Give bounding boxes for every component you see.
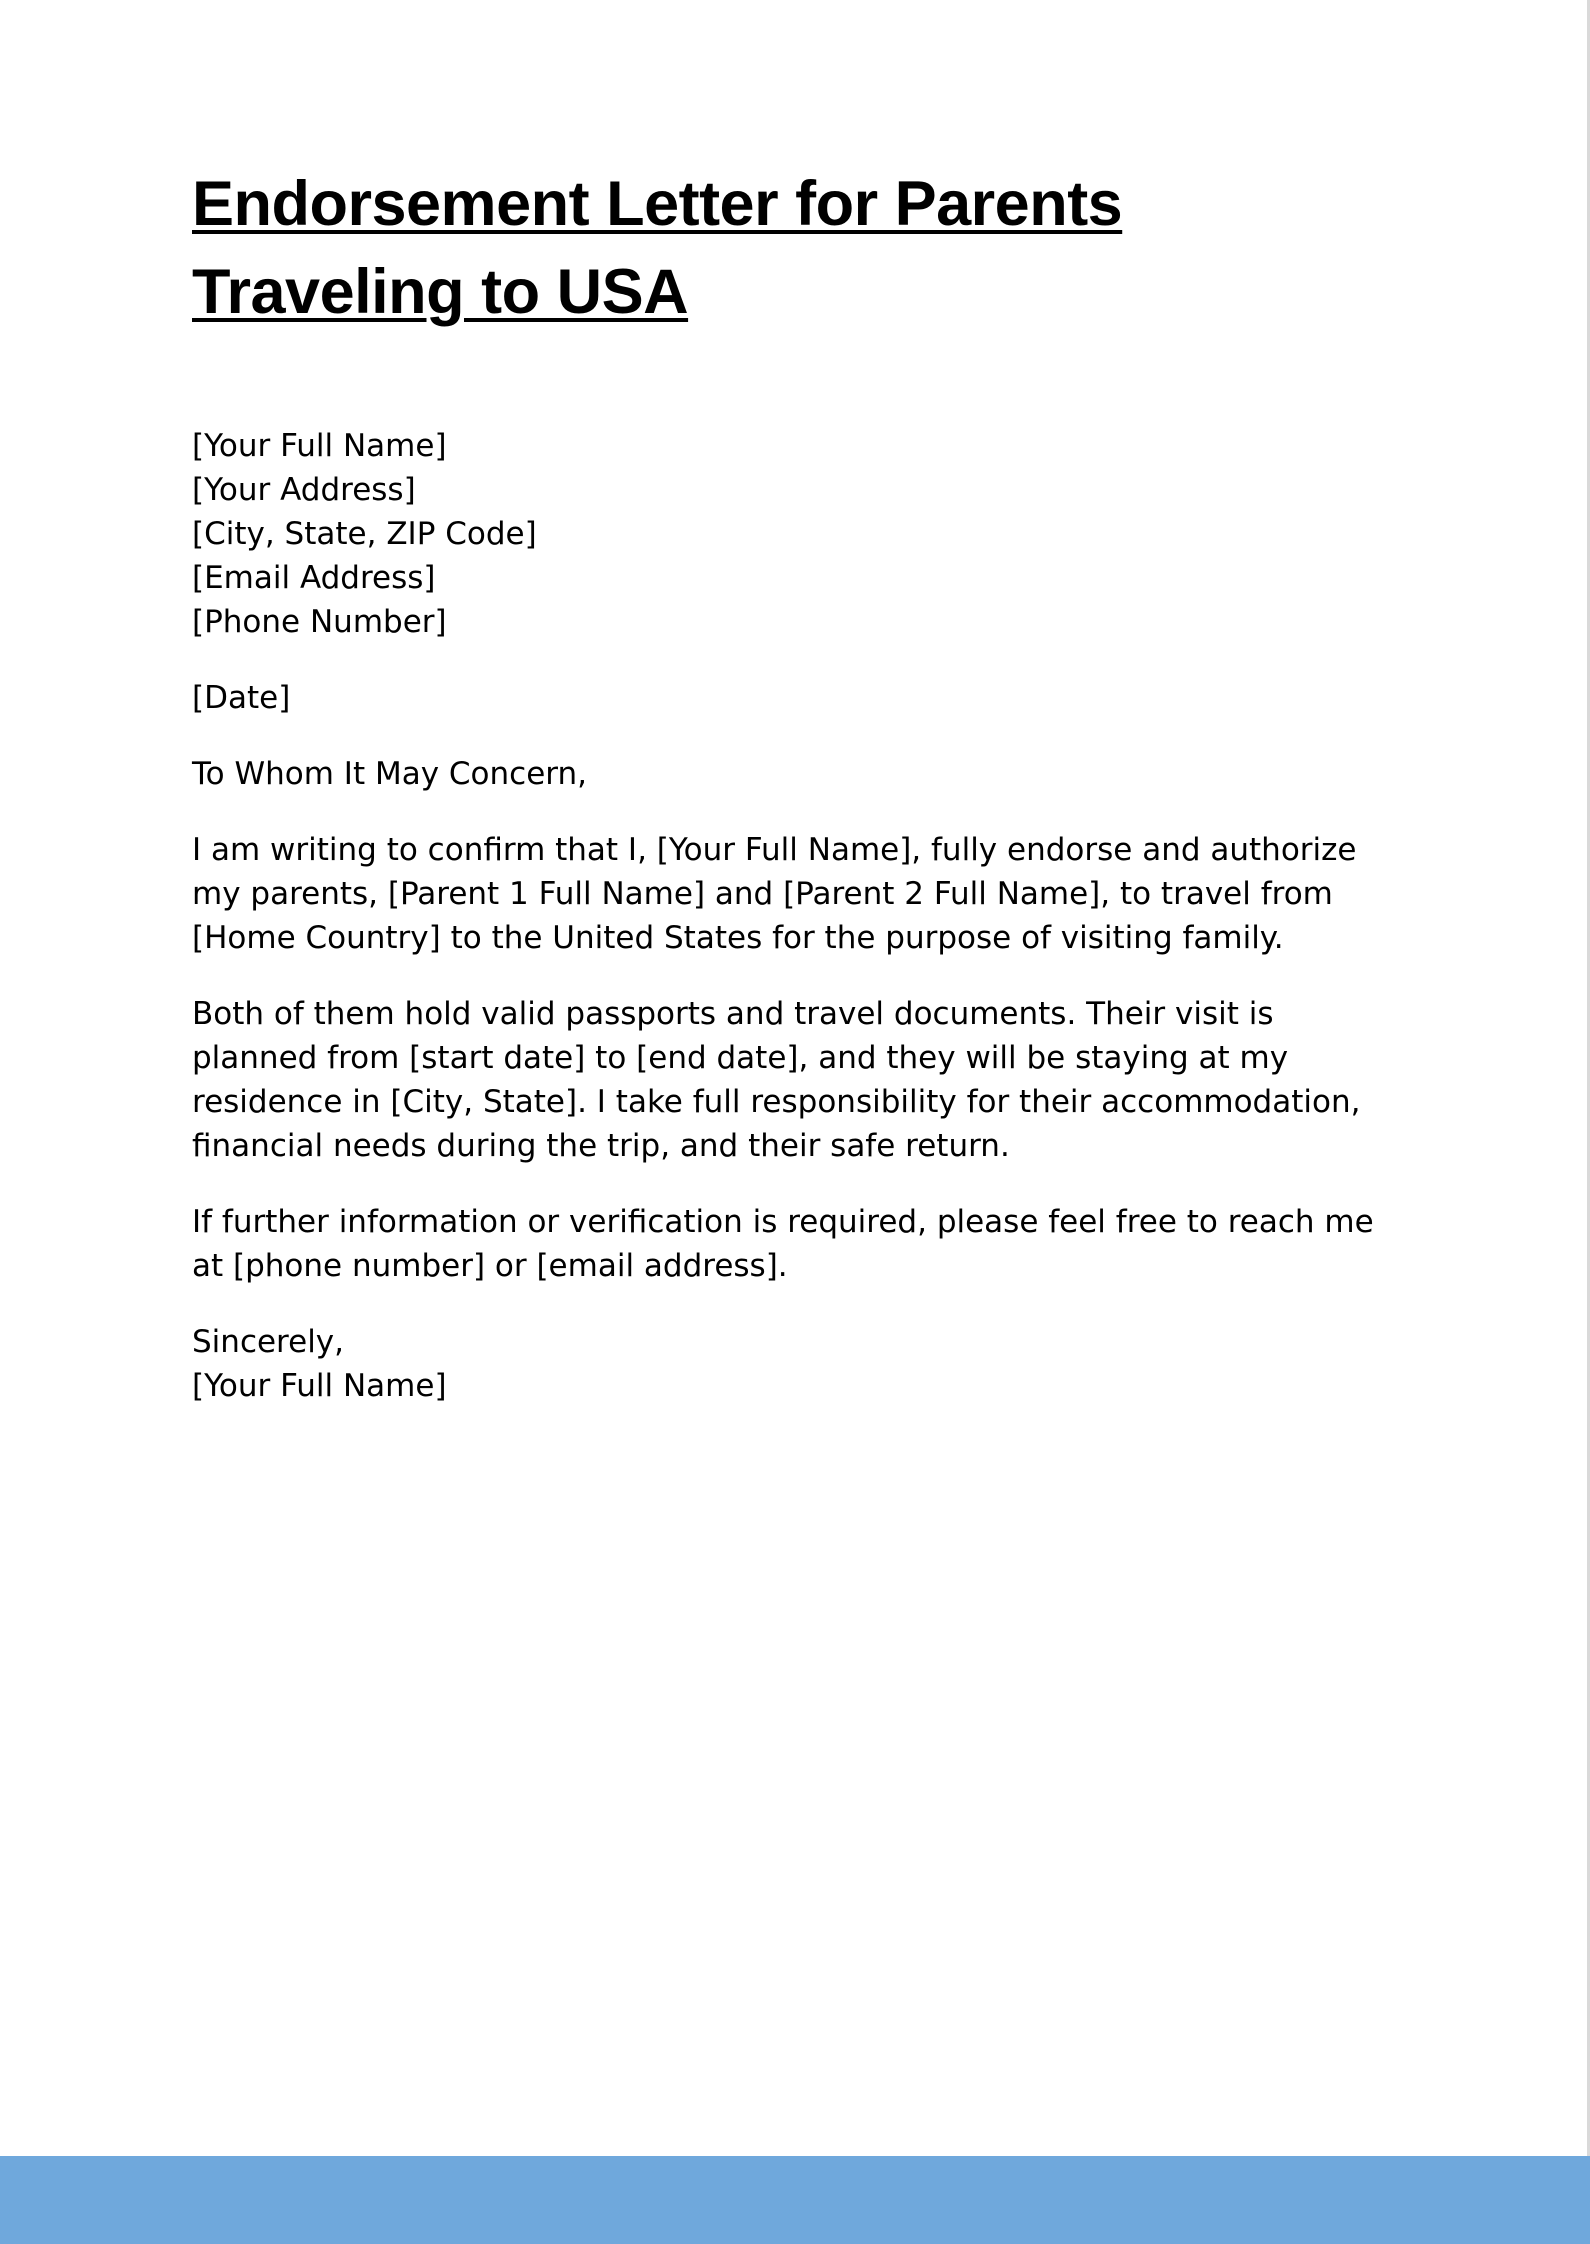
sender-block xyxy=(192,424,1392,644)
sender-email: [Email Address] xyxy=(192,560,436,596)
title-line-2: Traveling to USA xyxy=(192,257,689,327)
paragraph-2: Both of them hold valid passports and travel documents. Their visit is planned from [start date] to [end date], and they will be staying at my residence in [City, State]. I take full responsibility for their accommodation, financial needs during the trip, and their safe return. xyxy=(192,996,1361,1164)
paragraph-1: I am writing to confirm that I, [Your Full Name], fully endorse and authorize my parents, [Parent 1 Full Name] and [Parent 2 Full Name], to travel from [Home Country] to the United States for the purpose of visiting family. xyxy=(192,832,1357,956)
sender-name: [Your Full Name] xyxy=(192,428,447,464)
letter-body xyxy=(192,160,1392,1408)
letter-date: [Date] xyxy=(192,680,291,716)
sender-city-state-zip: [City, State, ZIP Code] xyxy=(192,516,537,552)
closing-phrase: Sincerely, xyxy=(192,1324,345,1360)
closing-block xyxy=(192,1320,1392,1408)
sender-phone: [Phone Number] xyxy=(192,604,447,640)
salutation: To Whom It May Concern, xyxy=(192,756,587,792)
title-line-1: Endorsement Letter for Parents xyxy=(192,169,1123,239)
letter-title xyxy=(192,160,1392,336)
sender-address: [Your Address] xyxy=(192,472,416,508)
footer-band xyxy=(0,2156,1590,2244)
signature-name: [Your Full Name] xyxy=(192,1368,447,1404)
paragraph-3: If further information or verification is required, please feel free to reach me at [phone number] or [email address]. xyxy=(192,1204,1374,1284)
